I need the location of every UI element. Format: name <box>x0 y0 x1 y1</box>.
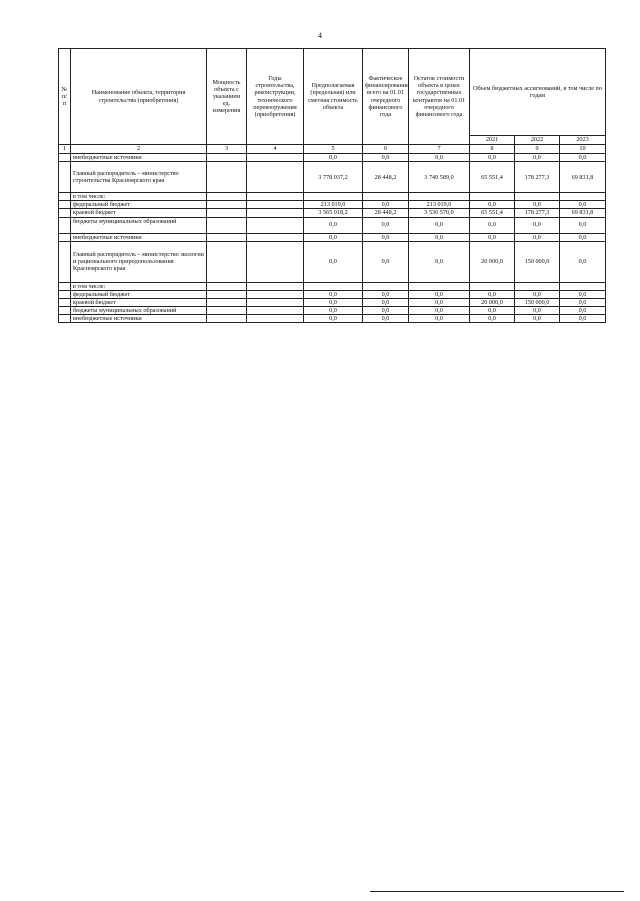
cell-actual-financing: 0,0 <box>363 217 409 233</box>
cell-remaining-cost: 0,0 <box>409 307 470 315</box>
column-number: 7 <box>409 145 470 154</box>
column-number: 10 <box>560 145 606 154</box>
cell-remaining-cost: 0,0 <box>409 290 470 298</box>
cell-remaining-cost <box>409 282 470 290</box>
header-remaining-cost: Остаток стоимости объекта в ценах государственных контрактов на 01.01 очередного финансового года <box>409 49 470 145</box>
row-name: внебюджетные источники <box>71 233 207 241</box>
header-year-2023: 2023 <box>560 136 606 145</box>
cell-2023: 0,0 <box>560 315 606 323</box>
cell-2021: 0,0 <box>470 217 515 233</box>
cell-actual-financing: 0,0 <box>363 298 409 306</box>
table-row <box>59 315 606 323</box>
column-number: 4 <box>247 145 304 154</box>
cell-2021: 0,0 <box>470 201 515 209</box>
cell-remaining-cost: 213 019,0 <box>409 201 470 209</box>
cell-2022 <box>515 193 560 201</box>
cell-estimated-cost: 3 565 018,2 <box>304 209 363 217</box>
column-number: 5 <box>304 145 363 154</box>
cell-actual-financing: 0,0 <box>363 315 409 323</box>
cell-actual-financing: 0,0 <box>363 233 409 241</box>
cell-estimated-cost: 0,0 <box>304 298 363 306</box>
row-name: внебюджетные источники <box>71 315 207 323</box>
table-row <box>59 193 606 201</box>
row-name: бюджеты муниципальных образований <box>71 217 207 233</box>
cell-2023: 0,0 <box>560 201 606 209</box>
table-row <box>59 298 606 306</box>
row-name: в том числе: <box>71 193 207 201</box>
cell-actual-financing: 0,0 <box>363 154 409 162</box>
cell-2023: 0,0 <box>560 290 606 298</box>
cell-2023: 69 831,8 <box>560 162 606 193</box>
column-number-row <box>59 145 606 154</box>
cell-2023 <box>560 193 606 201</box>
cell-2022: 0,0 <box>515 217 560 233</box>
cell-remaining-cost: 0,0 <box>409 233 470 241</box>
cell-2022: 150 000,0 <box>515 298 560 306</box>
cell-2021: 65 551,4 <box>470 209 515 217</box>
row-name: внебюджетные источники <box>71 154 207 162</box>
table-row <box>59 209 606 217</box>
cell-actual-financing <box>363 282 409 290</box>
table-row <box>59 233 606 241</box>
table-row <box>59 307 606 315</box>
cell-2023 <box>560 282 606 290</box>
row-name: бюджеты муниципальных образований <box>71 307 207 315</box>
table-row <box>59 290 606 298</box>
cell-estimated-cost: 0,0 <box>304 217 363 233</box>
header-year-2022: 2022 <box>515 136 560 145</box>
cell-2022: 178 277,3 <box>515 162 560 193</box>
cell-2021: 0,0 <box>470 154 515 162</box>
cell-estimated-cost: 0,0 <box>304 241 363 282</box>
header-year-2021: 2021 <box>470 136 515 145</box>
cell-2023: 69 831,8 <box>560 209 606 217</box>
cell-2022: 150 000,0 <box>515 241 560 282</box>
cell-2021: 20 000,0 <box>470 298 515 306</box>
column-number: 6 <box>363 145 409 154</box>
cell-2023: 0,0 <box>560 298 606 306</box>
cell-2023: 0,0 <box>560 241 606 282</box>
table-row <box>59 241 606 282</box>
cell-remaining-cost: 0,0 <box>409 217 470 233</box>
cell-estimated-cost: 0,0 <box>304 154 363 162</box>
cell-actual-financing: 0,0 <box>363 241 409 282</box>
cell-2022: 178 277,3 <box>515 209 560 217</box>
row-name: Главный распорядитель – министерство экологии и рационального природопользования Красноярского края <box>71 241 207 282</box>
cell-2022: 0,0 <box>515 315 560 323</box>
cell-estimated-cost: 0,0 <box>304 233 363 241</box>
header-years: Годы строительства, реконструкции, технического перевооружения (приобретения) <box>247 49 304 145</box>
cell-estimated-cost: 0,0 <box>304 307 363 315</box>
cell-2021: 65 551,4 <box>470 162 515 193</box>
cell-2023: 0,0 <box>560 233 606 241</box>
cell-remaining-cost <box>409 193 470 201</box>
cell-2022: 0,0 <box>515 154 560 162</box>
cell-estimated-cost <box>304 282 363 290</box>
header-name: Наименование объекта, территория строительства (приобретения) <box>71 49 207 145</box>
cell-2022: 0,0 <box>515 201 560 209</box>
cell-remaining-cost: 0,0 <box>409 298 470 306</box>
cell-2023: 0,0 <box>560 217 606 233</box>
cell-2022: 0,0 <box>515 307 560 315</box>
budget-allocation-table <box>58 48 606 323</box>
cell-estimated-cost: 213 019,0 <box>304 201 363 209</box>
column-number: 3 <box>207 145 247 154</box>
page-number: 4 <box>318 31 322 40</box>
footer-divider-line <box>370 891 624 892</box>
row-name: краевой бюджет <box>71 209 207 217</box>
cell-2021: 0,0 <box>470 315 515 323</box>
cell-actual-financing <box>363 193 409 201</box>
cell-estimated-cost: 0,0 <box>304 315 363 323</box>
table-row <box>59 154 606 162</box>
cell-2021: 0,0 <box>470 290 515 298</box>
cell-actual-financing: 0,0 <box>363 307 409 315</box>
cell-2021: 0,0 <box>470 233 515 241</box>
table-row <box>59 282 606 290</box>
cell-2021: 20 000,0 <box>470 241 515 282</box>
cell-remaining-cost: 0,0 <box>409 315 470 323</box>
cell-actual-financing: 28 448,2 <box>363 162 409 193</box>
cell-2022: 0,0 <box>515 233 560 241</box>
cell-2023: 0,0 <box>560 307 606 315</box>
cell-2021 <box>470 193 515 201</box>
table-row <box>59 217 606 233</box>
header-capacity: Мощность объекта с указанием ед. измерения <box>207 49 247 145</box>
table-header-row <box>59 49 606 136</box>
row-name: Главный распорядитель – министерство строительства Красноярского края <box>71 162 207 193</box>
row-name: федеральный бюджет <box>71 201 207 209</box>
cell-actual-financing: 0,0 <box>363 201 409 209</box>
row-name: краевой бюджет <box>71 298 207 306</box>
table-row <box>59 201 606 209</box>
header-actual-financing: Фактическое финансирование всего на 01.01 очередного финансового года <box>363 49 409 145</box>
cell-2022 <box>515 282 560 290</box>
row-name: в том числе: <box>71 282 207 290</box>
header-num: № п/п <box>59 49 71 145</box>
header-allocations: Объем бюджетных ассигнований, в том числе по годам <box>470 49 606 136</box>
cell-2023: 0,0 <box>560 154 606 162</box>
cell-remaining-cost: 3 536 570,0 <box>409 209 470 217</box>
cell-remaining-cost: 3 749 589,0 <box>409 162 470 193</box>
cell-remaining-cost: 0,0 <box>409 154 470 162</box>
cell-2022: 0,0 <box>515 290 560 298</box>
cell-estimated-cost: 3 778 037,2 <box>304 162 363 193</box>
column-number: 1 <box>59 145 71 154</box>
cell-remaining-cost: 0,0 <box>409 241 470 282</box>
column-number: 9 <box>515 145 560 154</box>
cell-2021: 0,0 <box>470 307 515 315</box>
cell-estimated-cost <box>304 193 363 201</box>
header-estimated-cost: Предполагаемая (предельная) или сметная стоимость объекта <box>304 49 363 145</box>
cell-2021 <box>470 282 515 290</box>
column-number: 8 <box>470 145 515 154</box>
cell-estimated-cost: 0,0 <box>304 290 363 298</box>
table-row <box>59 162 606 193</box>
cell-actual-financing: 28 448,2 <box>363 209 409 217</box>
column-number: 2 <box>71 145 207 154</box>
cell-actual-financing: 0,0 <box>363 290 409 298</box>
row-name: федеральный бюджет <box>71 290 207 298</box>
